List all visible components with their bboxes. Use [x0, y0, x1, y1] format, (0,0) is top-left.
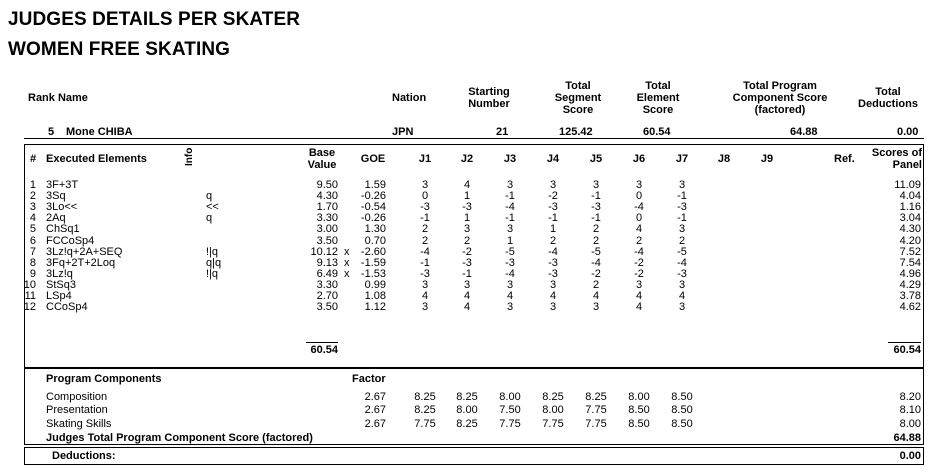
- component-judge-score: 8.00: [499, 391, 521, 403]
- element-num: 1: [29, 179, 36, 191]
- element-row: [0, 247, 935, 258]
- program-components-title: Program Components: [46, 373, 162, 385]
- segment-score-header-line3: Score: [562, 104, 594, 116]
- base-value-header-line1: Base: [308, 147, 336, 159]
- element-judge-score: 0: [635, 190, 643, 203]
- elements-score-total: 60.54: [893, 344, 921, 356]
- element-judge-score: 2: [463, 234, 471, 247]
- executed-elements-header: Executed Elements: [46, 153, 147, 165]
- element-judge-score: -3: [420, 201, 430, 214]
- element-num: 7: [29, 245, 36, 258]
- scores-of-panel-header: [862, 147, 922, 171]
- element-judge-score: 2: [678, 234, 686, 247]
- report-title: JUDGES DETAILS PER SKATER: [8, 9, 301, 30]
- element-panel-score: 4.20: [899, 234, 921, 247]
- component-panel-score: 8.20: [899, 391, 921, 403]
- element-num-header: #: [30, 153, 37, 165]
- element-num: 8: [29, 256, 36, 269]
- pcs-header-line1: Total Program: [743, 80, 817, 92]
- component-factor: 2.67: [364, 404, 386, 416]
- element-judge-score: -3: [548, 267, 558, 280]
- component-judge-score: 8.25: [414, 404, 436, 416]
- element-judge-score: -1: [548, 212, 558, 225]
- element-judge-score: -3: [591, 201, 601, 214]
- element-score-header-line2: Element: [636, 92, 680, 104]
- element-judge-score: -2: [634, 256, 644, 269]
- element-name: 3Fq+2T+2Loq: [46, 256, 116, 269]
- element-judge-score: 3: [549, 179, 557, 191]
- element-judge-score: 3: [506, 179, 514, 191]
- element-panel-score: 3.04: [899, 212, 921, 225]
- pcs-header-line2: Component Score: [732, 92, 828, 104]
- element-judge-score: 3: [421, 301, 429, 314]
- element-num: 9: [29, 267, 36, 280]
- element-judge-score: 3: [421, 278, 429, 291]
- element-judge-score: 0: [635, 212, 643, 225]
- skater-starting-number: 21: [496, 126, 509, 138]
- element-judge-score: 3: [463, 223, 471, 236]
- judge-header-3: J3: [503, 153, 517, 165]
- element-base: 3.30: [316, 278, 338, 291]
- element-judge-score: 3: [506, 301, 514, 314]
- pcs-header-line3: (factored): [754, 104, 806, 116]
- element-name: ChSq1: [46, 223, 80, 236]
- component-name: Composition: [46, 391, 108, 403]
- element-name: FCCoSp4: [46, 234, 95, 247]
- element-judge-score: 1: [506, 234, 514, 247]
- element-judge-score: 2: [592, 223, 600, 236]
- starting-number-header-line2: Number: [468, 98, 510, 110]
- element-judge-score: -1: [420, 212, 430, 225]
- element-base: 9.13: [316, 256, 338, 269]
- judge-header-6: J6: [632, 153, 646, 165]
- component-judge-score: 8.50: [671, 418, 693, 430]
- element-row: [0, 302, 935, 313]
- element-num: 4: [29, 212, 36, 225]
- base-value-header-line2: Value: [307, 159, 337, 171]
- element-judge-score: 3: [678, 179, 686, 191]
- element-judge-score: 3: [678, 301, 686, 314]
- element-panel-score: 11.09: [894, 179, 921, 191]
- element-base: 6.49: [316, 267, 338, 280]
- element-num: 2: [29, 190, 36, 203]
- component-judge-score: 8.50: [628, 404, 650, 416]
- element-base: 10.12: [310, 245, 338, 258]
- element-goe: 0.99: [364, 278, 386, 291]
- element-row: [0, 224, 935, 235]
- element-score-header-line3: Score: [642, 104, 674, 116]
- element-judge-score: -4: [548, 245, 558, 258]
- skater-element-score: 60.54: [643, 126, 671, 138]
- component-judge-score: 8.50: [628, 418, 650, 430]
- skater-deductions: 0.00: [897, 126, 919, 138]
- element-judge-score: 4: [635, 301, 643, 314]
- element-judge-score: -5: [505, 245, 515, 258]
- component-judge-score: 8.50: [671, 404, 693, 416]
- element-base: 3.50: [316, 234, 338, 247]
- component-panel-score: 8.10: [899, 404, 921, 416]
- element-base: 4.30: [316, 190, 338, 203]
- judge-header-5: J5: [589, 153, 603, 165]
- pcs-total-value: 64.88: [893, 432, 921, 444]
- element-judge-score: -3: [462, 201, 472, 214]
- nation-header: Nation: [392, 92, 427, 104]
- element-info: q|q: [206, 256, 222, 269]
- element-panel-score: 4.04: [899, 190, 921, 203]
- component-row: [0, 392, 935, 403]
- element-panel-score: 4.96: [899, 267, 921, 280]
- element-judge-score: 4: [592, 290, 600, 302]
- element-name: CCoSp4: [46, 301, 88, 314]
- element-judge-score: 4: [549, 290, 557, 302]
- element-judge-score: -4: [505, 267, 515, 280]
- starting-number-header: [462, 86, 516, 110]
- element-judge-score: -1: [505, 212, 515, 225]
- segment-score-header: [540, 80, 616, 116]
- element-name: 3Lo<<: [46, 201, 78, 214]
- element-goe: 0.70: [364, 234, 386, 247]
- element-info: !|q: [206, 267, 219, 280]
- segment-score-header-line1: Total: [565, 80, 591, 92]
- element-x-marker: x: [344, 256, 350, 269]
- element-judge-score: 1: [463, 212, 471, 225]
- element-goe: -0.26: [360, 212, 386, 225]
- element-panel-score: 4.62: [899, 301, 921, 314]
- component-name: Skating Skills: [46, 418, 112, 430]
- base-value-header: [302, 147, 342, 171]
- element-judge-score: 1: [463, 190, 471, 203]
- element-panel-score: 4.29: [899, 278, 921, 291]
- component-factor: 2.67: [364, 391, 386, 403]
- component-judge-score: 7.50: [499, 404, 521, 416]
- element-judge-score: -2: [591, 267, 601, 280]
- component-factor: 2.67: [364, 418, 386, 430]
- element-judge-score: 3: [549, 278, 557, 291]
- scores-of-panel-header-line2: Panel: [892, 159, 922, 171]
- element-panel-score: 4.30: [899, 223, 921, 236]
- component-judge-score: 8.25: [456, 418, 478, 430]
- component-judge-score: 7.75: [414, 418, 436, 430]
- element-name: 3Lz!q+2A+SEQ: [46, 245, 123, 258]
- component-judge-score: 8.25: [456, 391, 478, 403]
- element-judge-score: 2: [592, 234, 600, 247]
- pcs-total-label: Judges Total Program Component Score (factored): [46, 432, 313, 444]
- skater-nation: JPN: [392, 126, 414, 138]
- element-name: StSq3: [46, 278, 76, 291]
- element-goe: 1.59: [364, 179, 386, 191]
- element-judge-score: 3: [506, 223, 514, 236]
- element-judge-score: 3: [678, 278, 686, 291]
- judge-header-1: J1: [418, 153, 432, 165]
- element-info: q: [206, 190, 213, 203]
- element-num: 5: [29, 223, 36, 236]
- skater-name: Mone CHIBA: [66, 126, 133, 138]
- element-judge-score: -3: [462, 256, 472, 269]
- element-judge-score: 4: [506, 290, 514, 302]
- info-header: Info: [184, 147, 195, 166]
- element-goe: -1.53: [360, 267, 386, 280]
- judge-header-9: J9: [760, 153, 774, 165]
- element-judge-score: -3: [548, 201, 558, 214]
- ref-header: Ref.: [834, 153, 855, 165]
- element-judge-score: 3: [592, 179, 600, 191]
- deductions-header: [852, 86, 924, 110]
- element-judge-score: -3: [548, 256, 558, 269]
- element-judge-score: -4: [634, 245, 644, 258]
- element-panel-score: 7.52: [899, 245, 921, 258]
- element-judge-score: -4: [634, 201, 644, 214]
- element-judge-score: -3: [677, 201, 687, 214]
- element-panel-score: 7.54: [899, 256, 921, 269]
- skater-pcs: 64.88: [790, 126, 818, 138]
- element-judge-score: -1: [420, 256, 430, 269]
- element-judge-score: -3: [677, 267, 687, 280]
- element-judge-score: -1: [677, 190, 687, 203]
- component-judge-score: 7.75: [542, 418, 564, 430]
- element-judge-score: 4: [421, 290, 429, 302]
- element-name: 3F+3T: [46, 179, 79, 191]
- element-judge-score: -1: [591, 212, 601, 225]
- skater-rank: 5: [48, 126, 55, 138]
- element-judge-score: -1: [677, 212, 687, 225]
- element-judge-score: -2: [462, 245, 472, 258]
- element-base: 3.30: [316, 212, 338, 225]
- element-goe: 1.08: [364, 290, 386, 302]
- score-total-rule: [888, 342, 921, 343]
- element-score-header: [620, 80, 696, 116]
- element-judge-score: 4: [463, 290, 471, 302]
- element-judge-score: 2: [549, 234, 557, 247]
- element-judge-score: 4: [463, 301, 471, 314]
- scores-of-panel-header-line1: Scores of: [871, 147, 922, 159]
- component-name: Presentation: [46, 404, 108, 416]
- element-x-marker: x: [344, 267, 350, 280]
- deductions-header-line2: Deductions: [858, 98, 918, 110]
- element-judge-score: 1: [549, 223, 557, 236]
- segment-title: WOMEN FREE SKATING: [8, 39, 231, 60]
- element-goe: -0.26: [360, 190, 386, 203]
- element-name: LSp4: [46, 290, 72, 302]
- component-judge-score: 8.00: [456, 404, 478, 416]
- judge-header-8: J8: [717, 153, 731, 165]
- component-row: [0, 405, 935, 416]
- element-judge-score: 4: [463, 179, 471, 191]
- element-judge-score: 0: [421, 190, 429, 203]
- element-judge-score: -4: [420, 245, 430, 258]
- judge-header-4: J4: [546, 153, 560, 165]
- element-judge-score: 4: [635, 290, 643, 302]
- component-judge-score: 8.25: [585, 391, 607, 403]
- component-panel-score: 8.00: [899, 418, 921, 430]
- component-judge-score: 8.00: [628, 391, 650, 403]
- element-row: [0, 236, 935, 247]
- judge-header-7: J7: [675, 153, 689, 165]
- rank-name-header: Rank Name: [28, 92, 88, 104]
- element-panel-score: 3.78: [899, 290, 921, 302]
- skater-segment-score: 125.42: [559, 126, 593, 138]
- element-base: 9.50: [316, 179, 338, 191]
- element-judge-score: -2: [548, 190, 558, 203]
- element-judge-score: 3: [506, 278, 514, 291]
- element-judge-score: -1: [462, 267, 472, 280]
- component-row: [0, 419, 935, 430]
- element-judge-score: -1: [505, 190, 515, 203]
- element-judge-score: 4: [635, 223, 643, 236]
- element-judge-score: -4: [505, 201, 515, 214]
- element-judge-score: -4: [591, 256, 601, 269]
- element-goe: 1.30: [364, 223, 386, 236]
- element-judge-score: -5: [591, 245, 601, 258]
- component-judge-score: 8.25: [414, 391, 436, 403]
- element-num: 12: [23, 301, 36, 314]
- summary-underline: [24, 138, 924, 139]
- goe-header: GOE: [360, 153, 386, 165]
- element-name: 3Sq: [46, 190, 66, 203]
- component-judge-score: 7.75: [499, 418, 521, 430]
- element-judge-score: 2: [421, 223, 429, 236]
- element-judge-score: 2: [592, 278, 600, 291]
- component-judge-score: 8.50: [671, 391, 693, 403]
- component-judge-score: 7.75: [585, 418, 607, 430]
- component-judge-score: 7.75: [585, 404, 607, 416]
- deductions-value: 0.00: [899, 450, 921, 462]
- deductions-frame: [24, 447, 924, 465]
- base-total-rule: [306, 342, 338, 343]
- element-judge-score: 2: [421, 234, 429, 247]
- element-judge-score: -1: [591, 190, 601, 203]
- component-judge-score: 8.00: [542, 404, 564, 416]
- factor-header: Factor: [352, 373, 386, 385]
- component-judge-score: 8.25: [542, 391, 564, 403]
- element-judge-score: -4: [677, 256, 687, 269]
- element-num: 6: [29, 234, 36, 247]
- element-base: 3.00: [316, 223, 338, 236]
- element-judge-score: 3: [592, 301, 600, 314]
- element-goe: -1.59: [360, 256, 386, 269]
- element-judge-score: 2: [635, 234, 643, 247]
- element-num: 11: [24, 290, 36, 302]
- element-judge-score: -3: [420, 267, 430, 280]
- element-judge-score: 3: [463, 278, 471, 291]
- element-base: 3.50: [316, 301, 338, 314]
- pcs-header: [712, 80, 848, 116]
- element-judge-score: -5: [677, 245, 687, 258]
- element-judge-score: -3: [505, 256, 515, 269]
- segment-score-header-line2: Segment: [554, 92, 602, 104]
- elements-base-total: 60.54: [310, 344, 338, 356]
- element-name: 3Lz!q: [46, 267, 73, 280]
- element-goe: 1.12: [364, 301, 386, 314]
- element-score-header-line1: Total: [645, 80, 671, 92]
- judge-header-2: J2: [460, 153, 474, 165]
- deductions-header-line1: Total: [875, 86, 901, 98]
- element-num: 10: [23, 278, 36, 291]
- element-info: <<: [206, 201, 219, 214]
- starting-number-header-line1: Starting: [468, 86, 510, 98]
- element-x-marker: x: [344, 245, 350, 258]
- element-info: q: [206, 212, 213, 225]
- element-name: 2Aq: [46, 212, 66, 225]
- element-panel-score: 1.16: [899, 201, 921, 214]
- element-judge-score: 3: [549, 301, 557, 314]
- element-goe: -0.54: [360, 201, 386, 214]
- element-judge-score: 3: [635, 278, 643, 291]
- element-info: !|q: [206, 245, 219, 258]
- element-judge-score: 3: [421, 179, 429, 191]
- element-judge-score: 4: [678, 290, 686, 302]
- element-base: 1.70: [316, 201, 338, 214]
- element-judge-score: 3: [678, 223, 686, 236]
- element-goe: -2.60: [360, 245, 386, 258]
- deductions-label: Deductions:: [52, 450, 116, 462]
- element-judge-score: 3: [635, 179, 643, 191]
- element-base: 2.70: [316, 290, 338, 302]
- element-num: 3: [29, 201, 36, 214]
- element-judge-score: -2: [634, 267, 644, 280]
